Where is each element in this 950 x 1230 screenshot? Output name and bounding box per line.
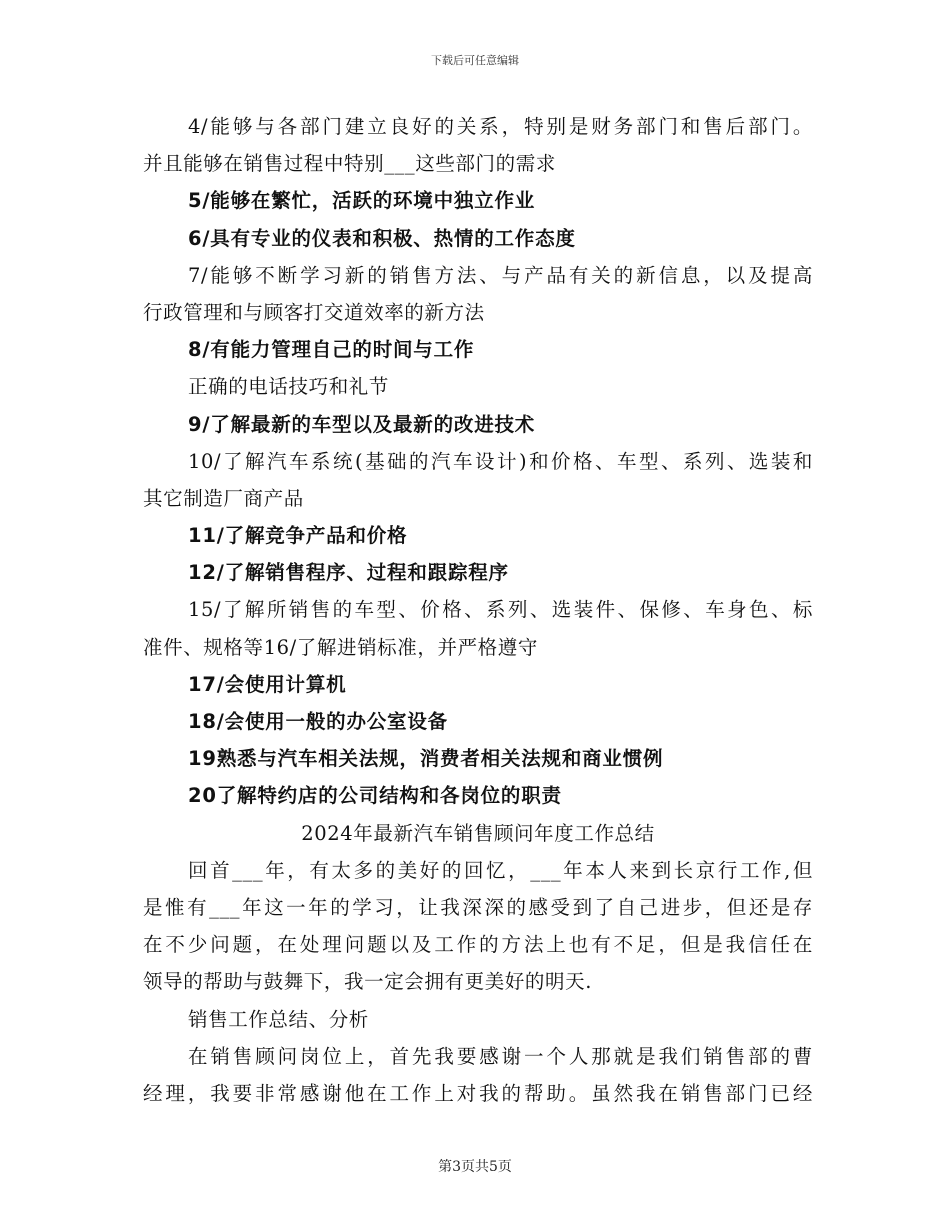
text-line: 9/了解最新的车型以及最新的改进技术 [188,412,536,436]
page-header: 下载后可任意编辑 [431,54,519,67]
text-line: 17/会使用计算机 [188,672,347,696]
text-line: 领导的帮助与鼓舞下，我一定会拥有更美好的明天. [143,970,592,994]
text-line: 8/有能力管理自己的时间与工作 [188,338,475,362]
text-line: 10/了解汽车系统(基础的汽车设计)和价格、车型、系列、选装和 [188,449,813,473]
text-line: 经理，我要非常感谢他在工作上对我的帮助。虽然我在销售部门已经 [143,1081,813,1105]
text-line: 11/了解竞争产品和价格 [188,524,408,548]
text-line: 其它制造厂商产品 [143,486,304,510]
text-line: 准件、规格等16/了解进销标准，并严格遵守 [143,635,538,659]
text-line: 销售工作总结、分析 [188,1007,369,1031]
text-line: 行政管理和与顾客打交道效率的新方法 [143,300,485,324]
text-line: 6/具有专业的仪表和积极、热情的工作态度 [188,226,576,250]
text-line: 19熟悉与汽车相关法规，消费者相关法规和商业惯例 [188,747,664,771]
text-line: 5/能够在繁忙，活跃的环境中独立作业 [188,189,536,213]
section-title: 2024年最新汽车销售顾问年度工作总结 [301,821,655,845]
text-line: 18/会使用一般的办公室设备 [188,710,448,733]
text-line: 并且能够在销售过程中特别___这些部门的需求 [143,152,556,176]
text-line: 4/能够与各部门建立良好的关系，特别是财务部门和售后部门。 [188,115,813,138]
document-body [143,108,813,1112]
text-line: 20了解特约店的公司结构和各岗位的职责 [188,784,562,808]
text-line: 15/了解所销售的车型、价格、系列、选装件、保修、车身色、标 [188,598,813,622]
text-line: 是惟有___年这一年的学习，让我深深的感受到了自己进步，但还是存 [143,895,813,919]
text-line: 正确的电话技巧和礼节 [188,375,390,399]
text-line: 12/了解销售程序、过程和跟踪程序 [188,561,509,585]
text-line: 7/能够不断学习新的销售方法、与产品有关的新信息，以及提高 [188,263,813,287]
text-line: 在销售顾问岗位上，首先我要感谢一个人那就是我们销售部的曹 [188,1044,813,1068]
text-line: 回首___年，有太多的美好的回忆，___年本人来到长京行工作,但 [188,858,813,882]
page-footer: 第3页共5页 [438,1159,512,1175]
text-line: 在不少问题，在处理问题以及工作的方法上也有不足，但是我信任在 [143,933,813,957]
